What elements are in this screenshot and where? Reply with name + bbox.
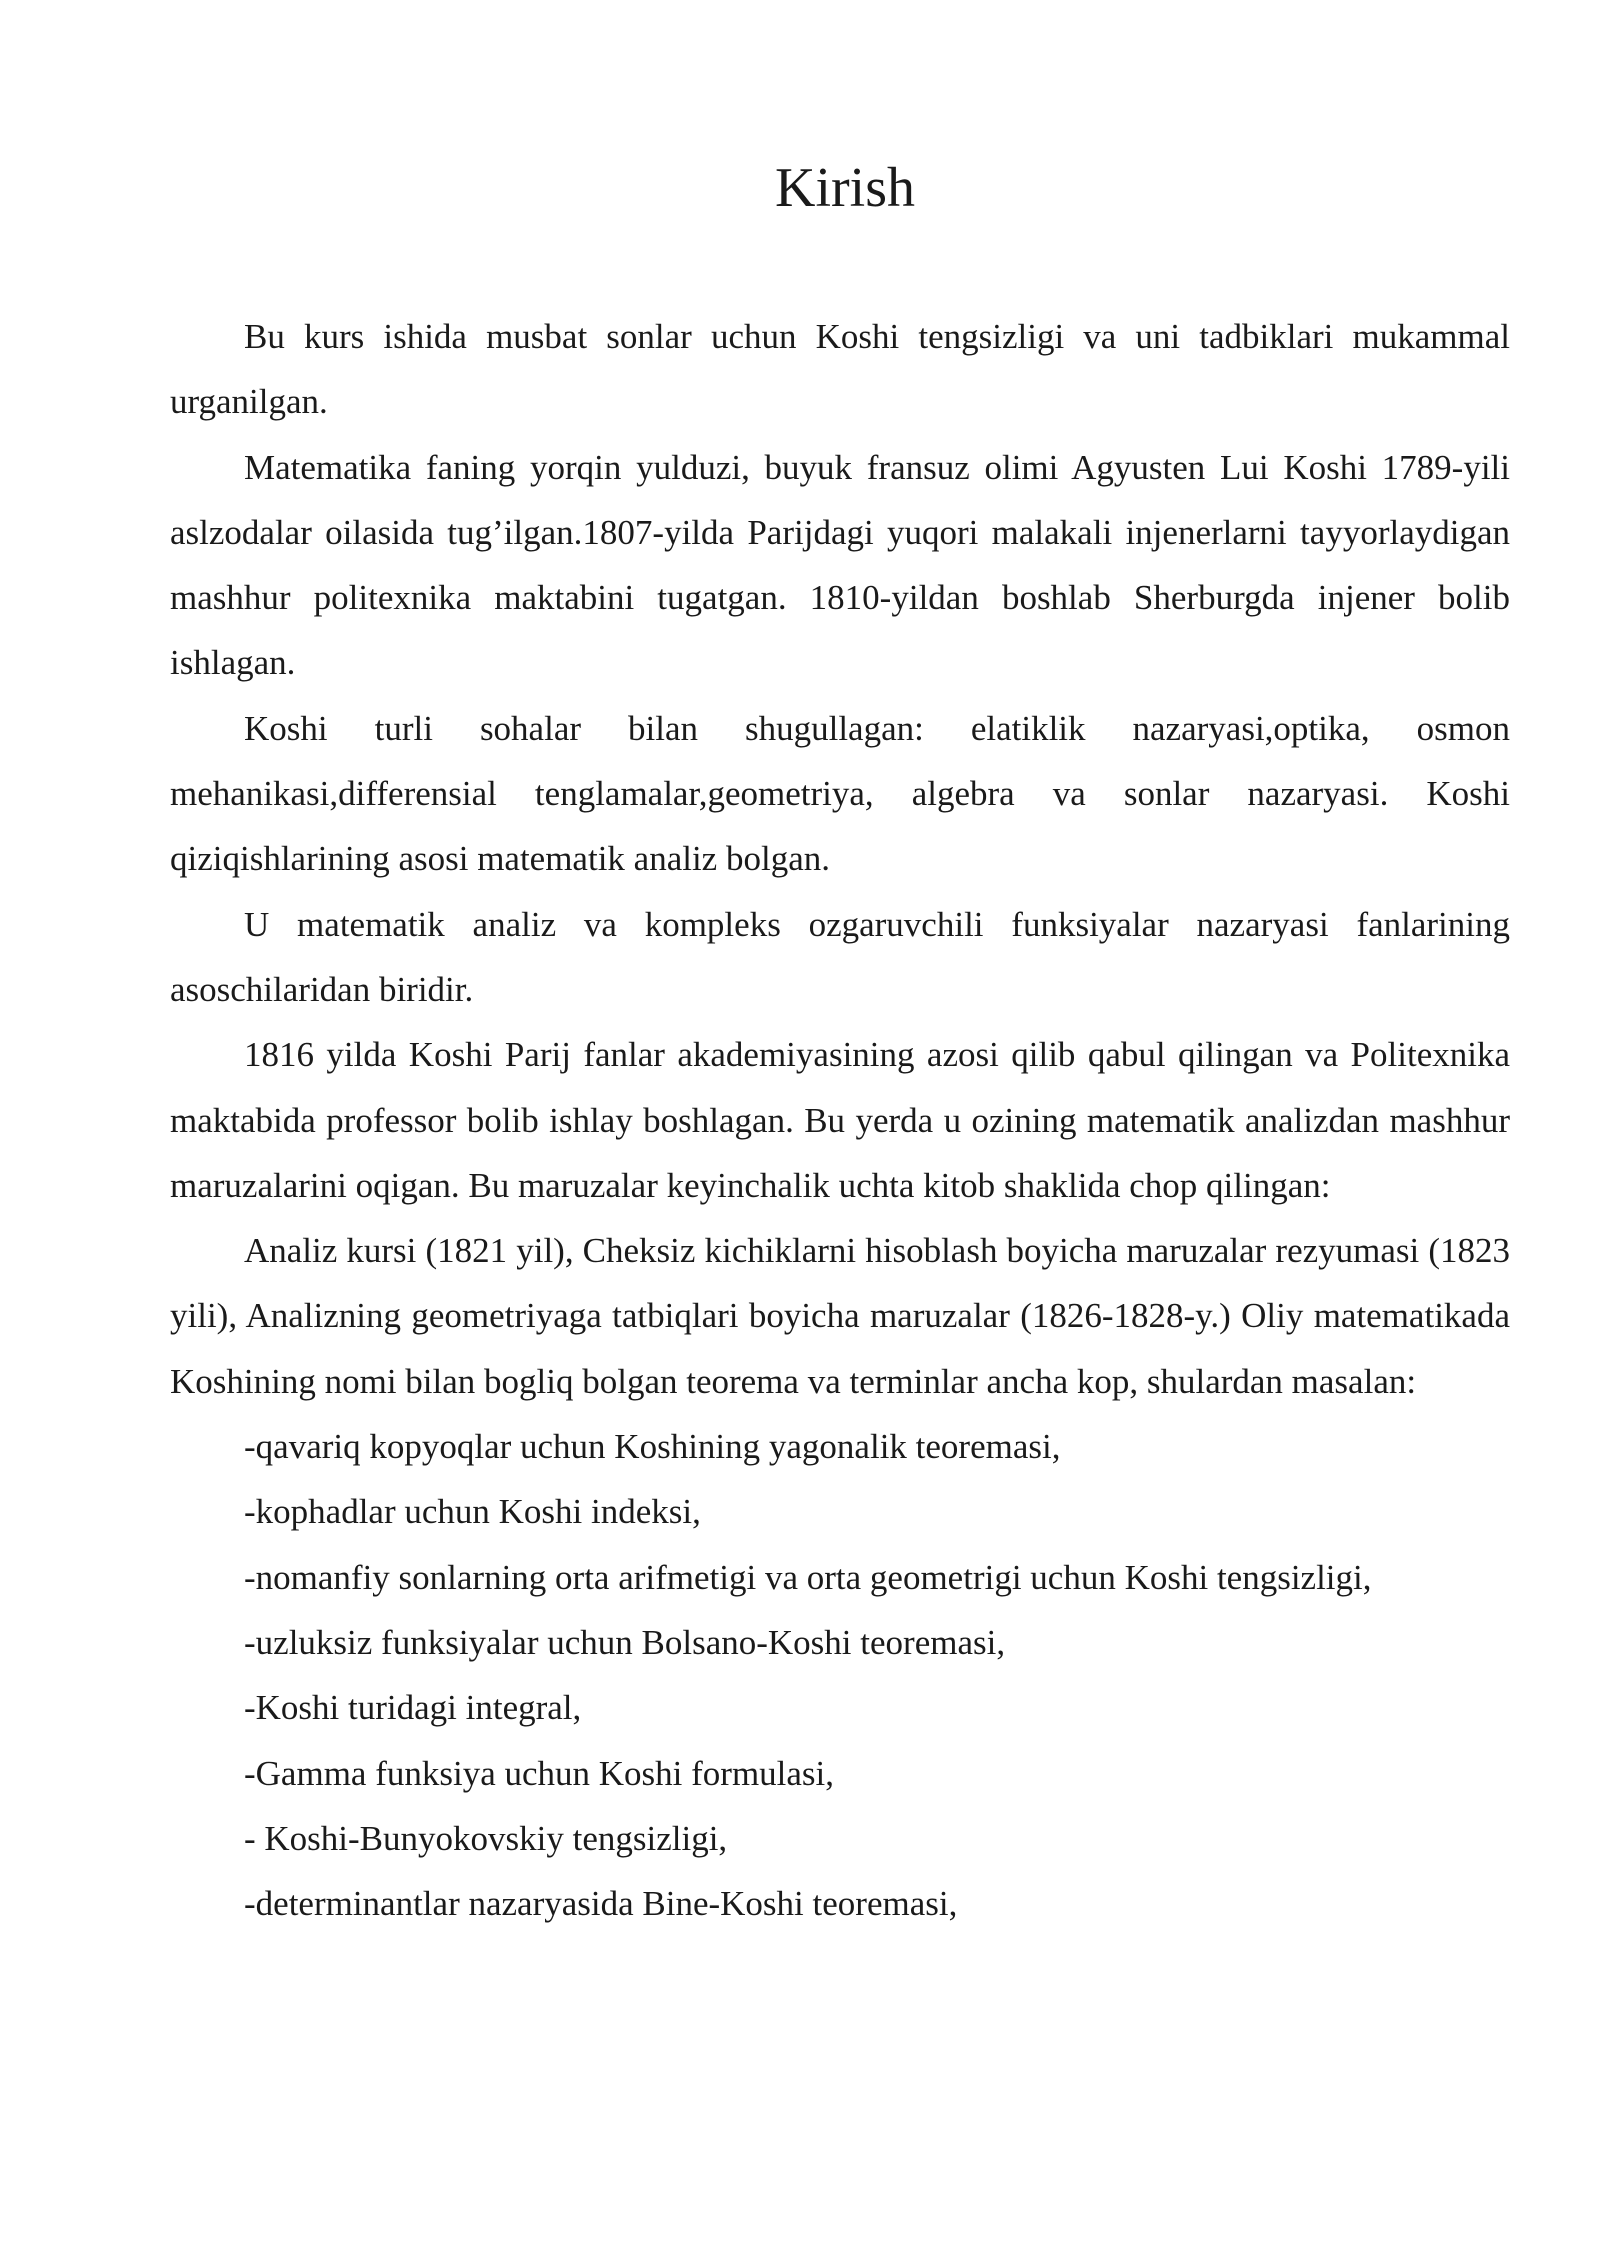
- list-item: -qavariq kopyoqlar uchun Koshining yagonalik teoremasi,: [244, 1427, 1061, 1467]
- theorem-list: [170, 1414, 1510, 1936]
- document-body: [170, 150, 1510, 1936]
- paragraph-works: Analiz kursi (1821 yil), Cheksiz kichiklarni hisoblash boyicha maruzalar rezyumasi (1823 yili), Analizning geometriyaga tatbiqlari boyicha maruzalar (1826-1828-y.) Oliy matematikada Koshining nomi bilan bogliq bolgan teorema va terminlar ancha kop, shulardan masalan:: [170, 1231, 1510, 1401]
- list-item: -determinantlar nazaryasida Bine-Koshi teoremasi,: [244, 1884, 958, 1924]
- list-item: -kophadlar uchun Koshi indeksi,: [244, 1492, 701, 1532]
- paragraph-academy: 1816 yilda Koshi Parij fanlar akademiyasining azosi qilib qabul qilingan va Politexnika maktabida professor bolib ishlay boshlagan. Bu yerda u ozining matematik analizdan mashhur maruzalarini oqigan. Bu maruzalar keyinchalik uchta kitob shaklida chop qilingan:: [170, 1035, 1510, 1205]
- list-item: -Koshi turidagi integral,: [244, 1688, 582, 1728]
- page-title: Kirish: [775, 157, 915, 219]
- list-item: -nomanfiy sonlarning orta arifmetigi va orta geometrigi uchun Koshi tengsizligi,: [244, 1557, 1372, 1597]
- paragraph-research-fields: Koshi turli sohalar bilan shugullagan: elatiklik nazaryasi,optika, osmon mehanikasi,differensial tenglamalar,geometriya, algebra va sonlar nazaryasi. Koshi qiziqishlarining asosi matematik analiz bolgan.: [170, 708, 1510, 879]
- list-item: -uzluksiz funksiyalar uchun Bolsano-Koshi teoremasi,: [244, 1622, 1006, 1662]
- paragraph-intro: Bu kurs ishida musbat sonlar uchun Koshi tengsizligi va uni tadbiklari mukammal urganilgan.: [170, 317, 1510, 422]
- list-item: -Gamma funksiya uchun Koshi formulasi,: [244, 1753, 835, 1793]
- paragraph-biography: Matematika faning yorqin yulduzi, buyuk fransuz olimi Agyusten Lui Koshi 1789-yili aslzodalar oilasida tug’ilgan.1807-yilda Parijdagi yuqori malakali injenerlarni tayyorlaydigan mashhur politexnika maktabini tugatgan. 1810-yildan boshlab Sherburgda injener bolib ishlagan.: [170, 447, 1510, 683]
- paragraph-founder: U matematik analiz va kompleks ozgaruvchili funksiyalar nazaryasi fanlarining asoschilaridan biridir.: [170, 904, 1510, 1009]
- list-item: - Koshi-Bunyokovskiy tengsizligi,: [244, 1818, 728, 1858]
